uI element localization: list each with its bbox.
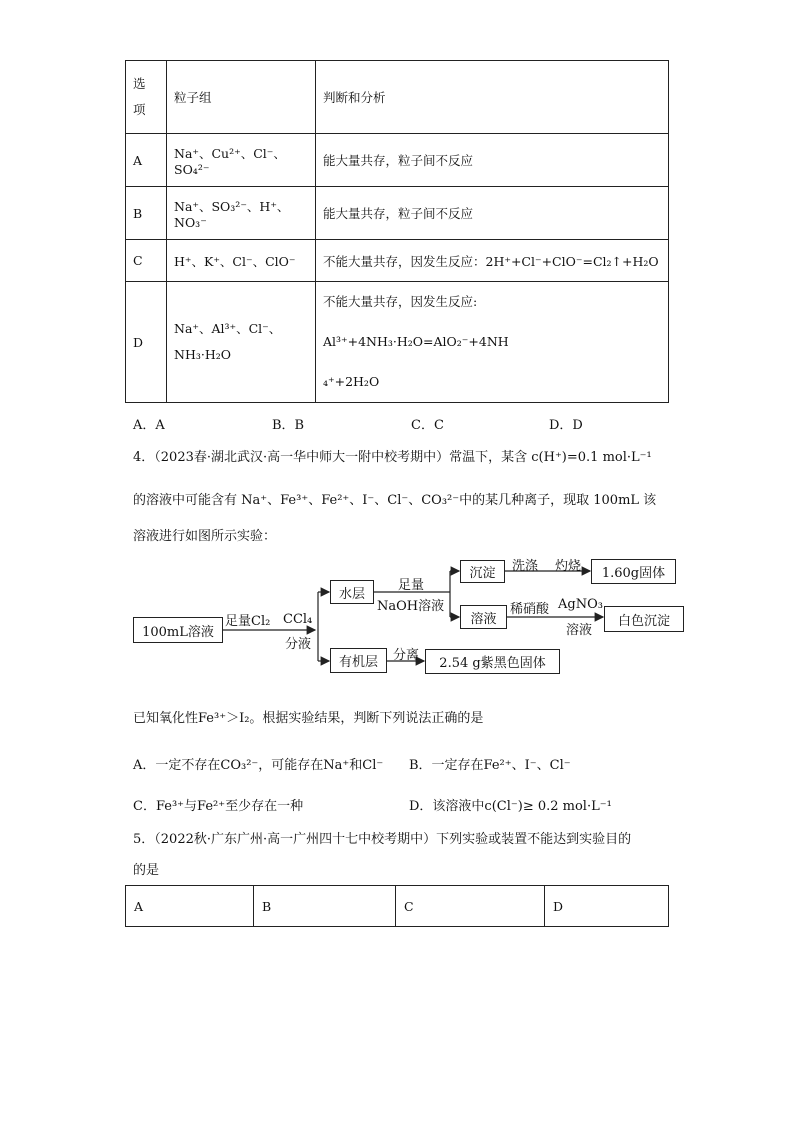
q5-stem-line2: 的是 (133, 863, 160, 878)
q3-option-a: A．A (133, 418, 165, 433)
q4-option-a: A．一定不存在CO₃²⁻，可能存在Na⁺和Cl⁻ (133, 758, 384, 773)
table-row (126, 886, 669, 927)
header-analysis: 判断和分析 (316, 61, 669, 134)
q4-known: 已知氧化性Fe³⁺＞I₂。根据实验结果，判断下列说法正确的是 (133, 711, 484, 726)
flow-solution-box: 溶液 (460, 605, 507, 629)
row-analysis: 不能大量共存，因发生反应：2H⁺+Cl⁻+ClO⁻=Cl₂↑+H₂O (316, 240, 669, 282)
header-option: 选 项 (126, 61, 167, 134)
q5-col-d: D (545, 886, 669, 927)
row-option: D (126, 282, 167, 403)
q5-col-c: C (396, 886, 545, 927)
row-ions: Na⁺、Al³⁺、Cl⁻、 NH₃·H₂O (167, 282, 316, 403)
row-analysis: 能大量共存，粒子间不反应 (316, 187, 669, 240)
row-ions: Na⁺、SO₃²⁻、H⁺、NO₃⁻ (167, 187, 316, 240)
q5-stem-line1: 5．（2022秋·广东广州·高一广州四十七中校考期中）下列实验或装置不能达到实验目的 (133, 832, 632, 847)
q4-stem-line2: 的溶液中可能含有 Na⁺、Fe³⁺、Fe²⁺、I⁻、Cl⁻、CO₃²⁻中的某几种离子，现取 100mL 该 (133, 493, 657, 508)
q5-col-a: A (126, 886, 254, 927)
q3-option-d: D．D (549, 418, 583, 433)
flow-ccl4: CCl₄ (283, 612, 313, 627)
row-option: C (126, 240, 167, 282)
row-option: A (126, 134, 167, 187)
flow-solid1-box: 1.60g固体 (591, 559, 676, 584)
flow-hno3: 稀硝酸 (510, 602, 550, 617)
flow-agno3-solution: 溶液 (566, 623, 593, 638)
flow-burn: 灼烧 (555, 559, 582, 574)
row-option: B (126, 187, 167, 240)
header-ions: 粒子组 (167, 61, 316, 134)
flow-water-layer-box: 水层 (330, 580, 374, 604)
flow-white-precipitate-box: 白色沉淀 (604, 606, 684, 632)
row-ions: H⁺、K⁺、Cl⁻、ClO⁻ (167, 240, 316, 282)
flow-zuliang: 足量 (398, 578, 425, 593)
flow-solid2-box: 2.54 g紫黑色固体 (425, 649, 560, 674)
flow-reagent-cl2: 足量Cl₂ (225, 614, 271, 629)
flow-wash: 洗涤 (512, 559, 539, 574)
flow-naoh: NaOH溶液 (377, 599, 445, 614)
flow-fenye: 分液 (285, 637, 312, 652)
q5-col-b: B (254, 886, 396, 927)
q5-options-table (125, 885, 669, 927)
q3-option-c: C．C (411, 418, 444, 433)
q4-option-b: B．一定存在Fe²⁺、I⁻、Cl⁻ (409, 758, 571, 773)
q4-option-c: C．Fe³⁺与Fe²⁺至少存在一种 (133, 799, 304, 814)
flow-precipitate-box: 沉淀 (460, 560, 505, 583)
q4-stem-line1: 4．（2023春·湖北武汉·高一华中师大一附中校考期中）常温下，某含 c(H⁺)=0.1 mol·L⁻¹ (133, 450, 652, 465)
flow-separate: 分离 (393, 648, 420, 663)
flow-organic-layer-box: 有机层 (330, 648, 387, 673)
flow-start-box: 100mL溶液 (133, 617, 223, 643)
q4-stem-line3: 溶液进行如图所示实验： (133, 529, 277, 544)
q3-option-b: B．B (272, 418, 305, 433)
row-analysis: 不能大量共存，因发生反应: Al³⁺+4NH₃·H₂O=AlO₂⁻+4NH ₄⁺+2H₂O (316, 282, 669, 403)
row-ions: Na⁺、Cu²⁺、Cl⁻、SO₄²⁻ (167, 134, 316, 187)
q4-option-d: D．该溶液中c(Cl⁻)≥ 0.2 mol·L⁻¹ (409, 799, 612, 814)
flow-agno3: AgNO₃ (558, 597, 603, 612)
row-analysis: 能大量共存，粒子间不反应 (316, 134, 669, 187)
